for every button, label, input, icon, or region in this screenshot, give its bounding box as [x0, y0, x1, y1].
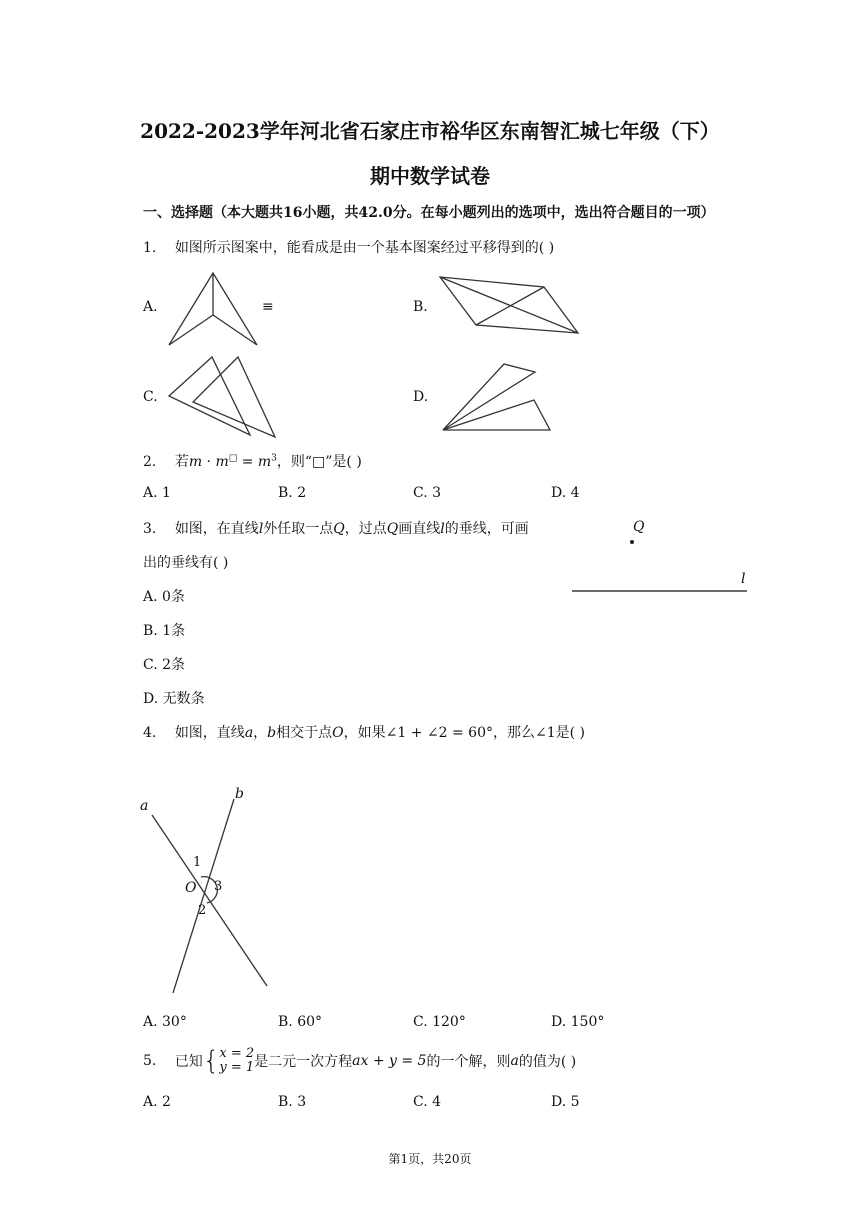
q5-text-b: 是二元一次方程	[254, 1054, 353, 1070]
q5-number: 5.	[143, 1053, 157, 1069]
q1-figure-a	[165, 269, 265, 349]
q1-option-c-label: C.	[143, 389, 158, 405]
q3-fig-point	[628, 538, 636, 546]
q3-option-c: C. 2条	[143, 657, 186, 673]
q4-var-b: b	[267, 725, 277, 741]
q5-option-d: D. 5	[551, 1094, 580, 1110]
q4-label-1: 1	[193, 855, 202, 870]
q4-option-d: D. 150°	[551, 1014, 605, 1030]
q4-label-o: O	[185, 880, 197, 896]
q3-var-l2: l	[440, 521, 445, 537]
q5-sys-line2: y = 1	[219, 1060, 255, 1075]
page-footer: 第1页，共20页	[388, 1152, 472, 1166]
q5-text-a: 已知	[174, 1054, 203, 1070]
q3-text-e: 的垂线，可画	[444, 521, 529, 537]
q3-option-a: A. 0条	[143, 589, 185, 605]
q3-number: 3.	[143, 521, 157, 537]
q5-sys-line1: x = 2	[219, 1046, 255, 1061]
q5-text-d: 的值为( )	[518, 1054, 577, 1070]
q1-option-a-label: A.	[143, 299, 158, 315]
q4-label-2: 2	[198, 903, 207, 918]
q3-text-c: ，过点	[344, 521, 387, 537]
q5-eq: ax + y = 5	[352, 1053, 427, 1069]
q3-var-l: l	[258, 521, 264, 537]
q3-var-q: Q	[333, 521, 345, 537]
q1-figure-c	[166, 353, 278, 439]
q2-exp: 3	[271, 453, 277, 464]
q1-option-d-label: D.	[413, 389, 429, 405]
q5-option-a: A. 2	[143, 1094, 171, 1110]
q5-brace: {	[202, 1046, 220, 1076]
q2-option-b: B. 2	[278, 485, 307, 501]
q1-figure-b	[438, 275, 583, 337]
q3-fig-line-label: l	[741, 571, 746, 587]
q4-label-b: b	[235, 786, 244, 802]
q1-option-b-label: B.	[413, 299, 428, 315]
q5-var-a: a	[510, 1053, 519, 1069]
q2-option-c: C. 3	[413, 485, 442, 501]
q5-option-c: C. 4	[413, 1094, 442, 1110]
q4-text-c: 相交于点	[276, 725, 333, 741]
q2-expr: m · m	[188, 454, 229, 470]
q3-text-d: 画直线	[398, 521, 441, 537]
q3-fig-line	[570, 588, 750, 594]
q3-text-b: 外任取一点	[263, 521, 334, 537]
q4-var-o: O	[332, 725, 344, 741]
q4-number: 4.	[143, 725, 157, 741]
q3-fig-point-label: Q	[633, 519, 645, 535]
q4-var-a: a	[244, 725, 254, 741]
q3-option-d: D. 无数条	[143, 691, 205, 707]
q4-text-a: 如图，直线	[174, 725, 245, 741]
q2-box: □	[228, 453, 238, 464]
paper-title-line1: 2022-2023学年河北省石家庄市裕华区东南智汇城七年级（下）	[140, 119, 720, 143]
q4-label-3: 3	[214, 879, 223, 894]
q4-option-c: C. 120°	[413, 1014, 466, 1030]
q4-text-b: ，	[253, 725, 268, 741]
q1-figure-a-mark: ≡	[262, 299, 274, 315]
question-2	[143, 451, 362, 471]
q4-option-a: A. 30°	[143, 1014, 187, 1030]
q1-figure-d	[440, 360, 555, 435]
q2-text-pre: 若	[174, 454, 189, 470]
q5-system	[219, 1047, 254, 1075]
question-5	[143, 1046, 576, 1076]
q2-number: 2.	[143, 454, 157, 470]
q1-text: 如图所示图案中，能看成是由一个基本图案经过平移得到的( )	[174, 240, 555, 256]
paper-title-line2: 期中数学试卷	[370, 164, 490, 188]
question-4	[143, 722, 585, 742]
q2-option-a: A. 1	[143, 485, 171, 501]
q3-line2: 出的垂线有( )	[143, 555, 229, 571]
q4-figure	[135, 780, 285, 1000]
q3-option-b: B. 1条	[143, 623, 186, 639]
q2-option-d: D. 4	[551, 485, 580, 501]
q4-label-a: a	[140, 798, 149, 814]
q4-text-d: ，如果∠1 + ∠2 = 60°，那么∠1是( )	[343, 725, 585, 741]
section-heading: 一、选择题（本大题共16小题，共42.0分。在每小题列出的选项中，选出符合题目的一项）	[143, 205, 715, 221]
q5-text-c: 的一个解，则	[426, 1054, 511, 1070]
q5-option-b: B. 3	[278, 1094, 307, 1110]
q3-var-q2: Q	[386, 521, 399, 537]
q3-text-a: 如图，在直线	[174, 521, 259, 537]
question-3-line1	[143, 518, 529, 538]
q2-eq: = m	[237, 454, 272, 470]
q1-number: 1.	[143, 240, 157, 256]
question-1	[143, 237, 554, 257]
q4-option-b: B. 60°	[278, 1014, 323, 1030]
q2-text-post: ，则“□”是( )	[276, 454, 362, 470]
